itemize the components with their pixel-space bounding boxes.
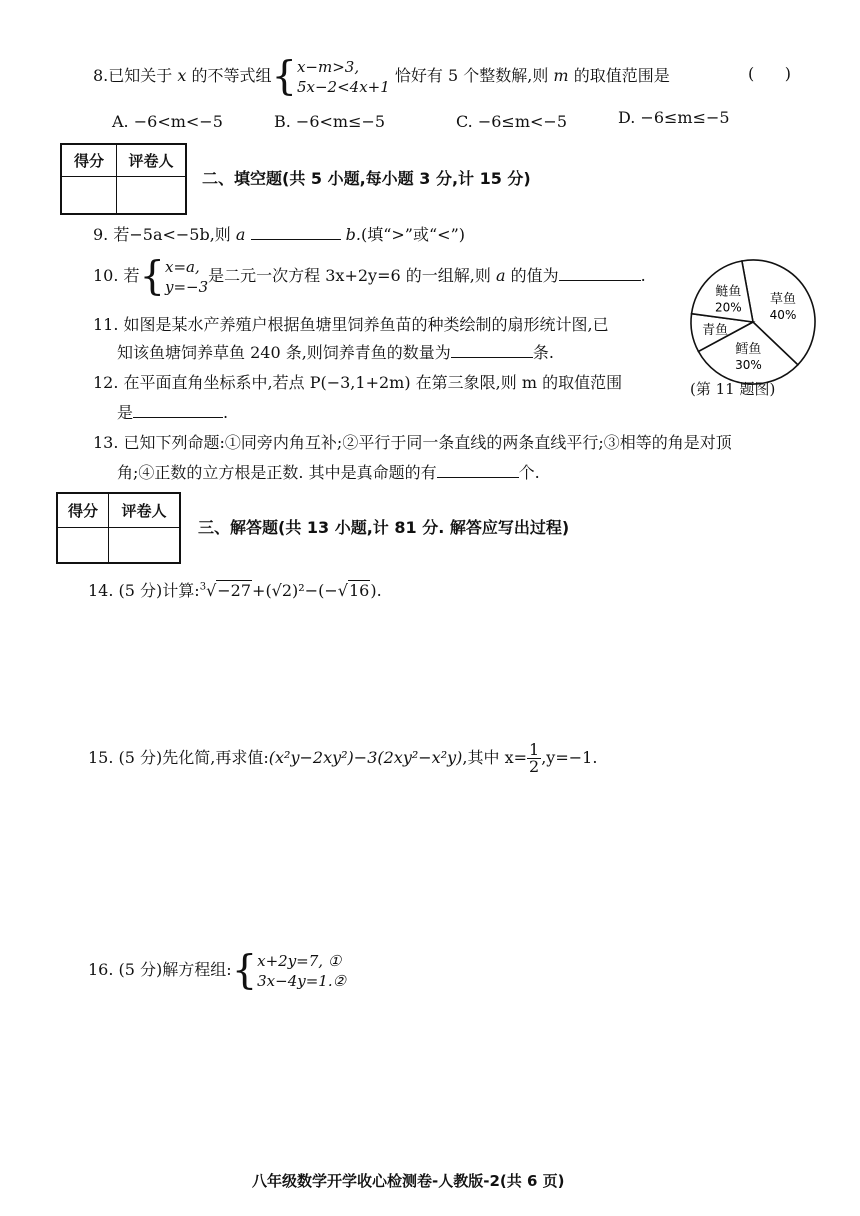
q16-brace: { [231, 947, 258, 994]
q15-condition: ,其中 x= [462, 748, 528, 767]
q8-answer-paren: ( ) [748, 64, 791, 83]
q14-mid: +(√2)²−(− [252, 581, 338, 600]
q14-radicand1: −27 [217, 581, 252, 600]
q16-system-line1: x+2y=7, ① [257, 951, 342, 970]
q8-prefix: 已知关于 [108, 66, 173, 85]
q11-tail: 条. [532, 343, 554, 362]
q13-text: 角;④正数的立方根是正数. 其中是真命题的有 [117, 463, 437, 482]
q10-number: 10. 若 [93, 266, 140, 285]
section2-title: 二、填空题(共 5 小题,每小题 3 分,计 15 分) [202, 169, 531, 188]
grader-label: 评卷人 [109, 493, 181, 527]
q9-answer-blank[interactable] [251, 225, 341, 240]
score-cell[interactable] [57, 527, 109, 563]
score-label: 得分 [61, 144, 117, 176]
q8-suffix2: 的取值范围是 [573, 66, 670, 85]
q10-var-a: a [495, 266, 506, 285]
q15-label: 15. (5 分)先化简,再求值: [88, 748, 269, 767]
q12-text: 是 [117, 403, 134, 422]
q8-suffix: 恰好有 5 个整数解,则 [394, 66, 549, 85]
q9 [93, 222, 465, 245]
q11-line2 [117, 340, 554, 363]
q15 [88, 738, 597, 778]
q8-system [297, 57, 390, 97]
q16-system [257, 951, 346, 991]
q14-end: ). [370, 581, 382, 600]
q10-tail: 的值为 [510, 266, 559, 285]
q10-text: 是二元一次方程 3x+2y=6 的一组解,则 [208, 266, 491, 285]
q15-fraction [527, 742, 541, 775]
q13-answer-blank[interactable] [437, 463, 519, 478]
q8-var-m: m [553, 66, 569, 85]
q13-line1: 13. 已知下列命题:①同旁内角互补;②平行于同一条直线的两条直线平行;③相等的角是对顶 [93, 433, 732, 452]
q16-system-line2: 3x−4y=1.② [257, 971, 347, 990]
q12-line1: 12. 在平面直角坐标系中,若点 P(−3,1+2m) 在第三象限,则 m 的取值范围 [93, 373, 623, 392]
score-label: 得分 [57, 493, 109, 527]
q10-system-line2: y=−3 [165, 277, 209, 296]
pie-chart [678, 254, 828, 394]
q10-brace: { [139, 253, 165, 300]
q13-line2 [117, 460, 540, 483]
score-table-section2 [60, 143, 187, 215]
pie-slice-label-1: 30% [735, 357, 762, 372]
pie-slice-label-3: 20% [715, 300, 742, 315]
q14-radicand2: 16 [348, 581, 370, 600]
q9-text: 若−5a<−5b,则 [113, 225, 231, 244]
pie-slice-name-1: 鳕鱼 [735, 341, 762, 357]
page-footer: 八年级数学开学收心检测卷-人教版-2(共 6 页) [252, 1172, 565, 1190]
pie-slices [691, 260, 815, 384]
pie-slice-name-3: 鲢鱼 [715, 284, 742, 300]
q8-option-b: B. −6<m≤−5 [274, 112, 386, 131]
q8-stem [93, 52, 670, 100]
q10 [93, 252, 646, 300]
q11-line1: 11. 如图是某水产养殖户根据鱼塘里饲养鱼苗的种类绘制的扇形统计图,已 [93, 315, 609, 334]
q15-denominator: 2 [529, 757, 540, 776]
q16 [88, 946, 346, 994]
q8-brace: { [271, 53, 297, 100]
q12-tail: . [223, 403, 229, 422]
q8-system-line2: 5x−2<4x+1 [296, 77, 390, 96]
q15-numerator: 1 [529, 740, 540, 759]
q12-line2 [117, 400, 228, 423]
score-cell[interactable] [61, 176, 117, 214]
q8-option-a: A. −6<m<−5 [112, 112, 223, 131]
q12-answer-blank[interactable] [133, 403, 223, 418]
q14-radical-sign: √ [206, 581, 217, 600]
q14-radical-sign2: √ [337, 581, 348, 600]
q8-number: 8. [93, 66, 109, 85]
q9-hint: (填“>”或“<”) [360, 225, 465, 244]
q8-var-x: x [177, 66, 187, 85]
q10-system [165, 257, 208, 297]
q9-number: 9. [93, 225, 109, 244]
q9-var-a: a [235, 225, 246, 244]
q11-answer-blank[interactable] [451, 343, 533, 358]
q10-end: . [640, 266, 646, 285]
pie-slice-name-2: 青鱼 [702, 322, 729, 338]
grader-label: 评卷人 [117, 144, 187, 176]
q8-option-c: C. −6≤m<−5 [456, 112, 567, 131]
q8-mid: 的不等式组 [191, 66, 272, 85]
q14-label: 14. (5 分)计算: [88, 581, 200, 600]
q13-tail: 个. [518, 463, 540, 482]
q8-system-line1: x−m>3, [296, 57, 360, 76]
pie-caption: (第 11 题图) [690, 380, 776, 398]
grader-cell[interactable] [117, 176, 187, 214]
pie-slice-label-0: 40% [769, 307, 797, 322]
q9-var-b: b. [345, 225, 361, 244]
q14 [88, 578, 382, 601]
q15-expression: (x²y−2xy²)−3(2xy²−x²y) [268, 748, 463, 767]
q11-text: 知该鱼塘饲养草鱼 240 条,则饲养青鱼的数量为 [117, 343, 451, 362]
grader-cell[interactable] [109, 527, 181, 563]
q8-option-d: D. −6≤m≤−5 [618, 108, 730, 127]
q14-cube-index: 3 [199, 581, 207, 593]
score-table-section3 [56, 492, 181, 564]
q10-answer-blank[interactable] [559, 266, 641, 281]
section3-title: 三、解答题(共 13 小题,计 81 分. 解答应写出过程) [198, 518, 570, 537]
q10-system-line1: x=a, [165, 257, 200, 276]
pie-slice-name-0: 草鱼 [770, 291, 797, 307]
q16-label: 16. (5 分)解方程组: [88, 960, 232, 979]
q15-tail: ,y=−1. [541, 748, 598, 767]
